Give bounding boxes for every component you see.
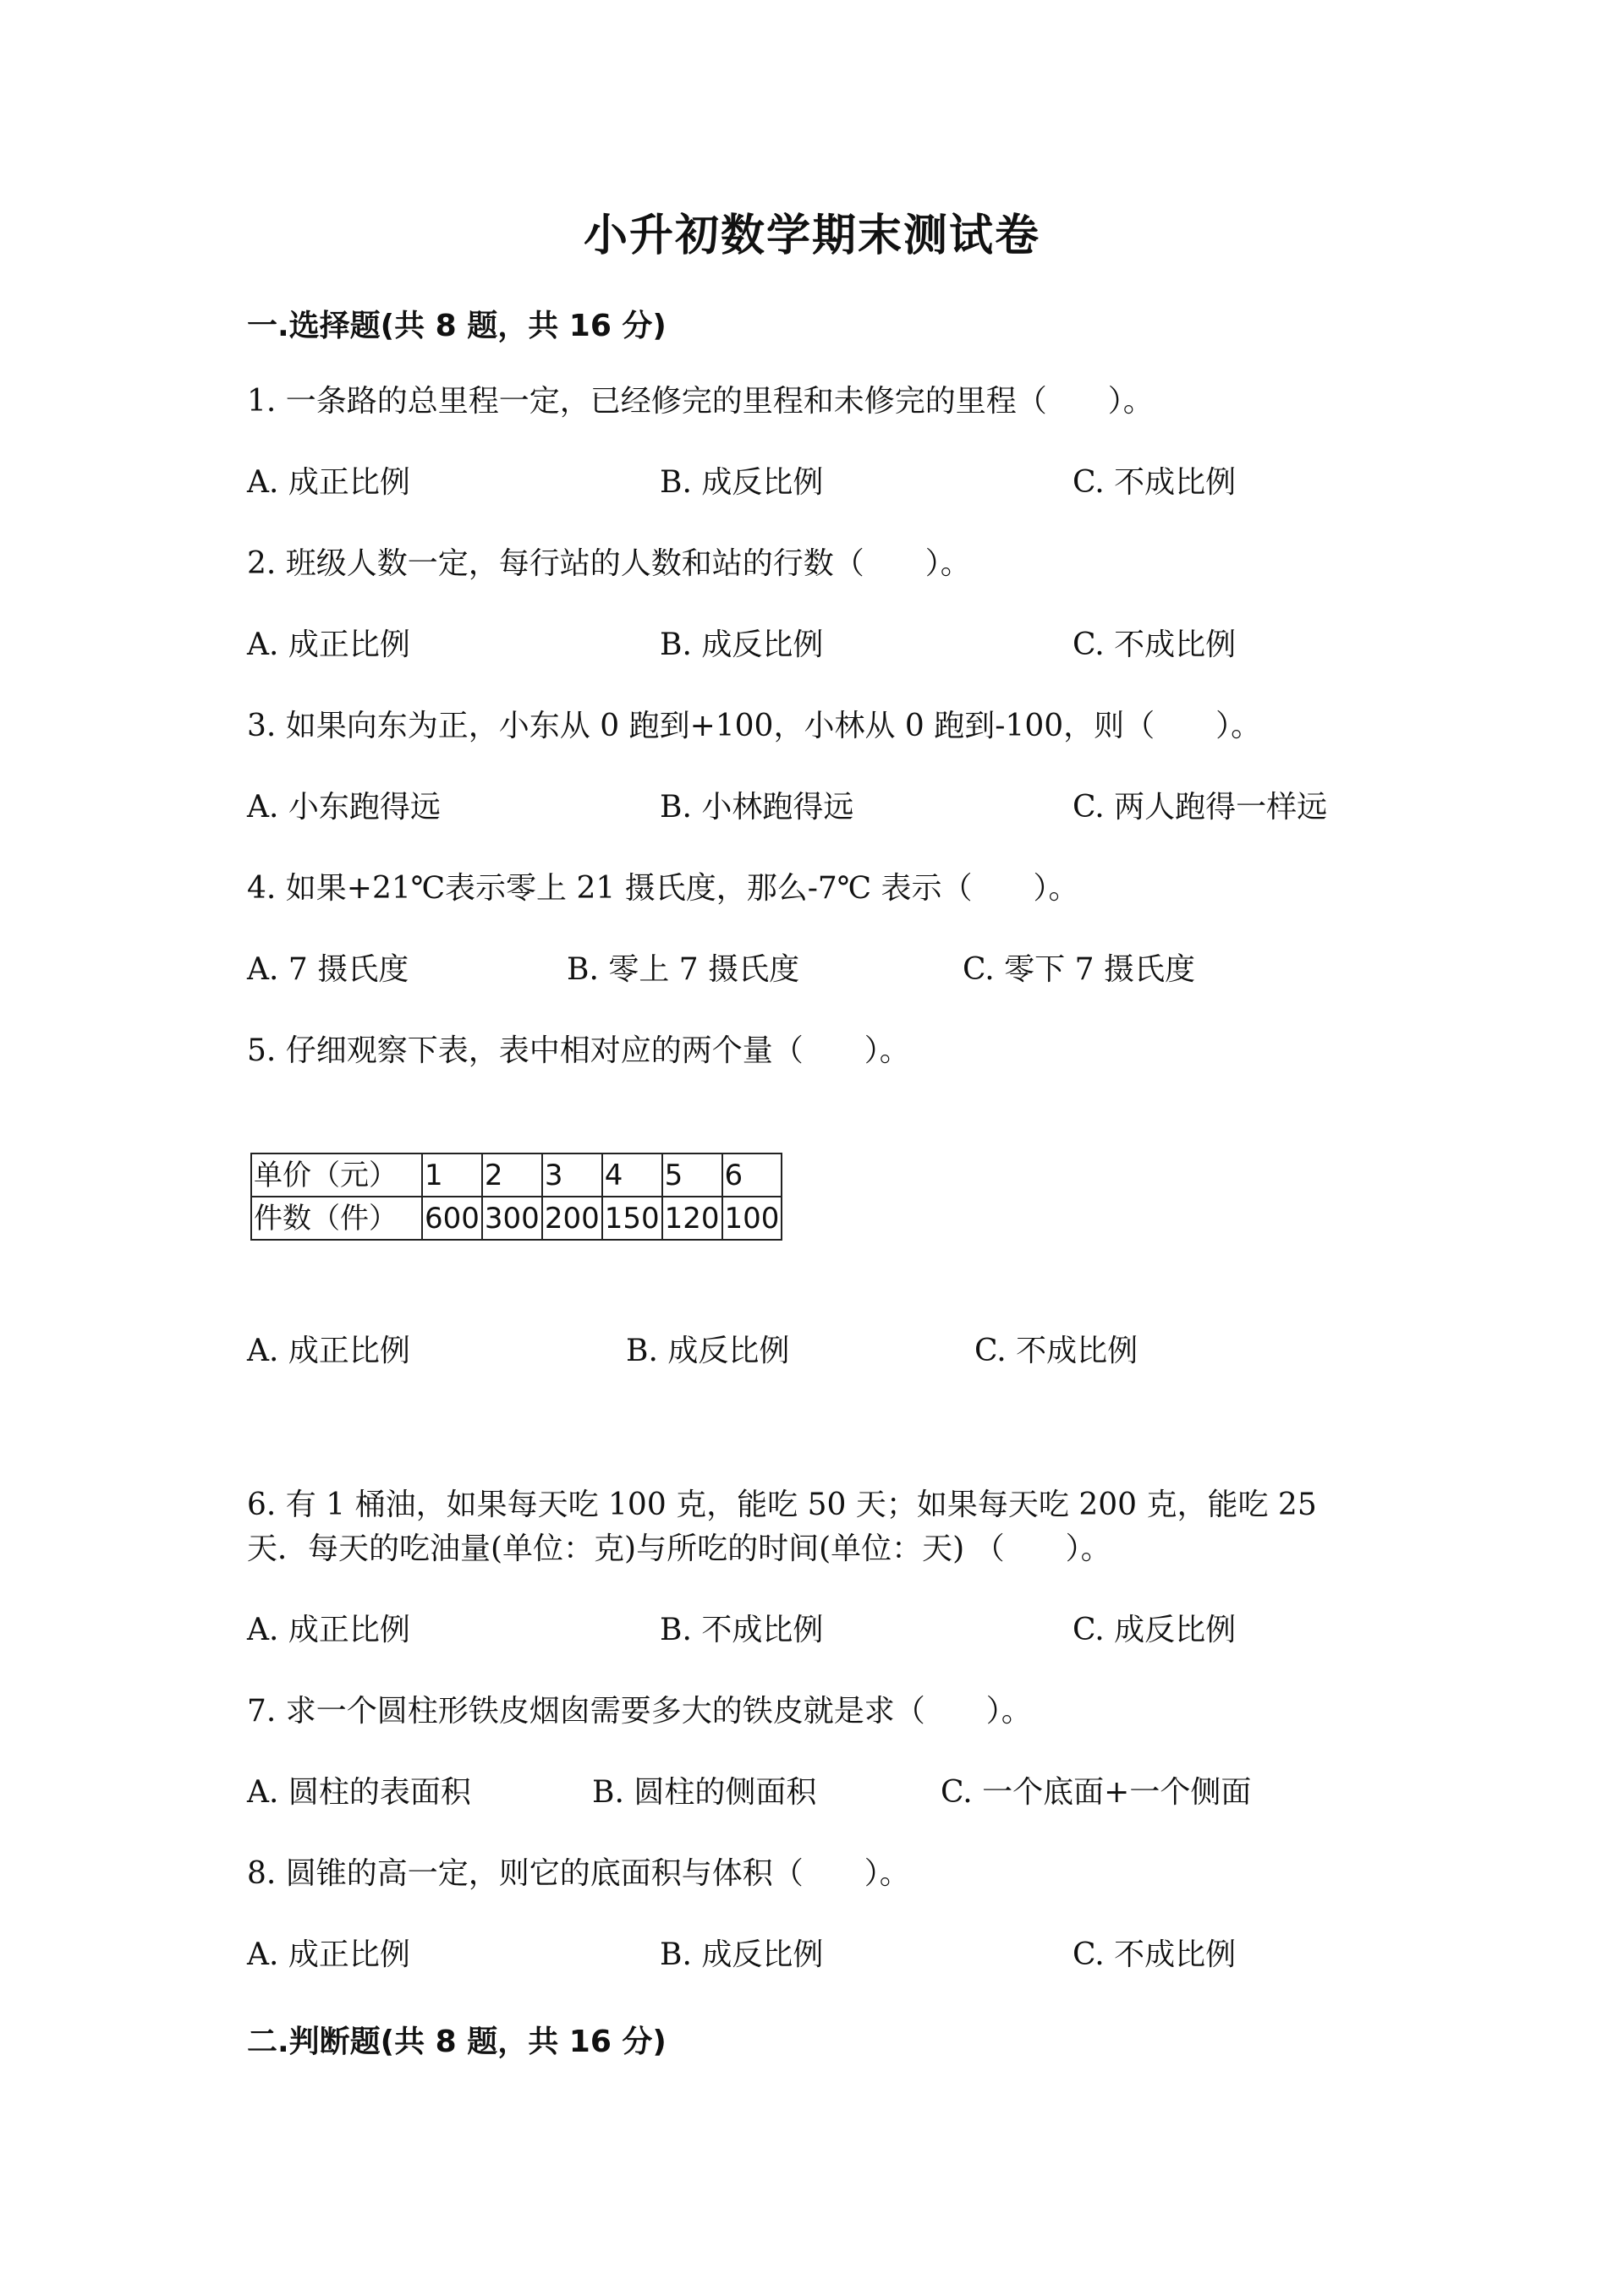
question-4-option-c[interactable]: C. 零下 7 摄氏度 <box>963 952 1195 987</box>
question-2-text: 2. 班级人数一定，每行站的人数和站的行数（ ）。 <box>247 546 971 581</box>
question-6-text-line-1: 6. 有 1 桶油，如果每天吃 100 克，能吃 50 天；如果每天吃 200 克，能吃 25 <box>247 1488 1317 1522</box>
question-6-option-c[interactable]: C. 成反比例 <box>1073 1613 1237 1647</box>
table-cell: 6 <box>722 1153 782 1197</box>
question-6-text-line-2: 天．每天的吃油量(单位：克)与所吃的时间(单位：天) （ ）。 <box>247 1532 1111 1566</box>
section-heading-judgment: 二.判断题(共 8 题，共 16 分) <box>247 2025 667 2059</box>
table-cell: 3 <box>542 1153 602 1197</box>
table-row-header: 单价（元） <box>251 1153 422 1197</box>
question-5-text: 5. 仔细观察下表，表中相对应的两个量（ ）。 <box>247 1033 910 1068</box>
table-cell: 4 <box>602 1153 662 1197</box>
question-1-text: 1. 一条路的总里程一定，已经修完的里程和未修完的里程（ ）。 <box>247 384 1154 419</box>
question-7-option-a[interactable]: A. 圆柱的表面积 <box>247 1775 471 1810</box>
question-3-option-a[interactable]: A. 小东跑得远 <box>247 790 441 825</box>
question-4-option-b[interactable]: B. 零上 7 摄氏度 <box>567 952 800 987</box>
question-1-option-c[interactable]: C. 不成比例 <box>1073 465 1237 500</box>
question-7-option-b[interactable]: B. 圆柱的侧面积 <box>592 1775 817 1810</box>
question-1-option-a[interactable]: A. 成正比例 <box>247 465 410 500</box>
question-5-option-b[interactable]: B. 成反比例 <box>626 1334 790 1368</box>
question-7-text: 7. 求一个圆柱形铁皮烟囱需要多大的铁皮就是求（ ）。 <box>247 1694 1032 1729</box>
table-cell: 120 <box>662 1197 722 1240</box>
table-cell: 100 <box>722 1197 782 1240</box>
question-7-option-c[interactable]: C. 一个底面+一个侧面 <box>941 1775 1252 1810</box>
table-row <box>251 1197 782 1240</box>
section-heading-choice: 一.选择题(共 8 题，共 16 分) <box>247 309 667 343</box>
table-cell: 5 <box>662 1153 722 1197</box>
question-4-text: 4. 如果+21℃表示零上 21 摄氏度，那么-7℃ 表示（ ）。 <box>247 871 1079 906</box>
question-2-option-b[interactable]: B. 成反比例 <box>660 627 824 662</box>
question-8-option-c[interactable]: C. 不成比例 <box>1073 1937 1237 1972</box>
question-6-option-a[interactable]: A. 成正比例 <box>247 1613 410 1647</box>
question-3-option-c[interactable]: C. 两人跑得一样远 <box>1073 790 1328 825</box>
table-cell: 150 <box>602 1197 662 1240</box>
table-row <box>251 1153 782 1197</box>
question-2-option-a[interactable]: A. 成正比例 <box>247 627 410 662</box>
question-4-option-a[interactable]: A. 7 摄氏度 <box>247 952 409 987</box>
table-cell: 1 <box>422 1153 482 1197</box>
question-8-option-a[interactable]: A. 成正比例 <box>247 1937 410 1972</box>
price-quantity-table <box>250 1153 782 1241</box>
question-3-option-b[interactable]: B. 小林跑得远 <box>660 790 854 825</box>
question-3-text: 3. 如果向东为正，小东从 0 跑到+100，小林从 0 跑到-100，则（ ）。 <box>247 709 1262 743</box>
table-cell: 300 <box>482 1197 542 1240</box>
table-cell: 600 <box>422 1197 482 1240</box>
question-5-option-a[interactable]: A. 成正比例 <box>247 1334 410 1368</box>
question-5-option-c[interactable]: C. 不成比例 <box>974 1334 1138 1368</box>
question-8-option-b[interactable]: B. 成反比例 <box>660 1937 824 1972</box>
table-row-header: 件数（件） <box>251 1197 422 1240</box>
question-2-option-c[interactable]: C. 不成比例 <box>1073 627 1237 662</box>
question-1-option-b[interactable]: B. 成反比例 <box>660 465 824 500</box>
question-8-text: 8. 圆锥的高一定，则它的底面积与体积（ ）。 <box>247 1856 910 1891</box>
table-cell: 200 <box>542 1197 602 1240</box>
page-title: 小升初数学期末测试卷 <box>583 210 1040 261</box>
question-6-option-b[interactable]: B. 不成比例 <box>660 1613 824 1647</box>
table-cell: 2 <box>482 1153 542 1197</box>
